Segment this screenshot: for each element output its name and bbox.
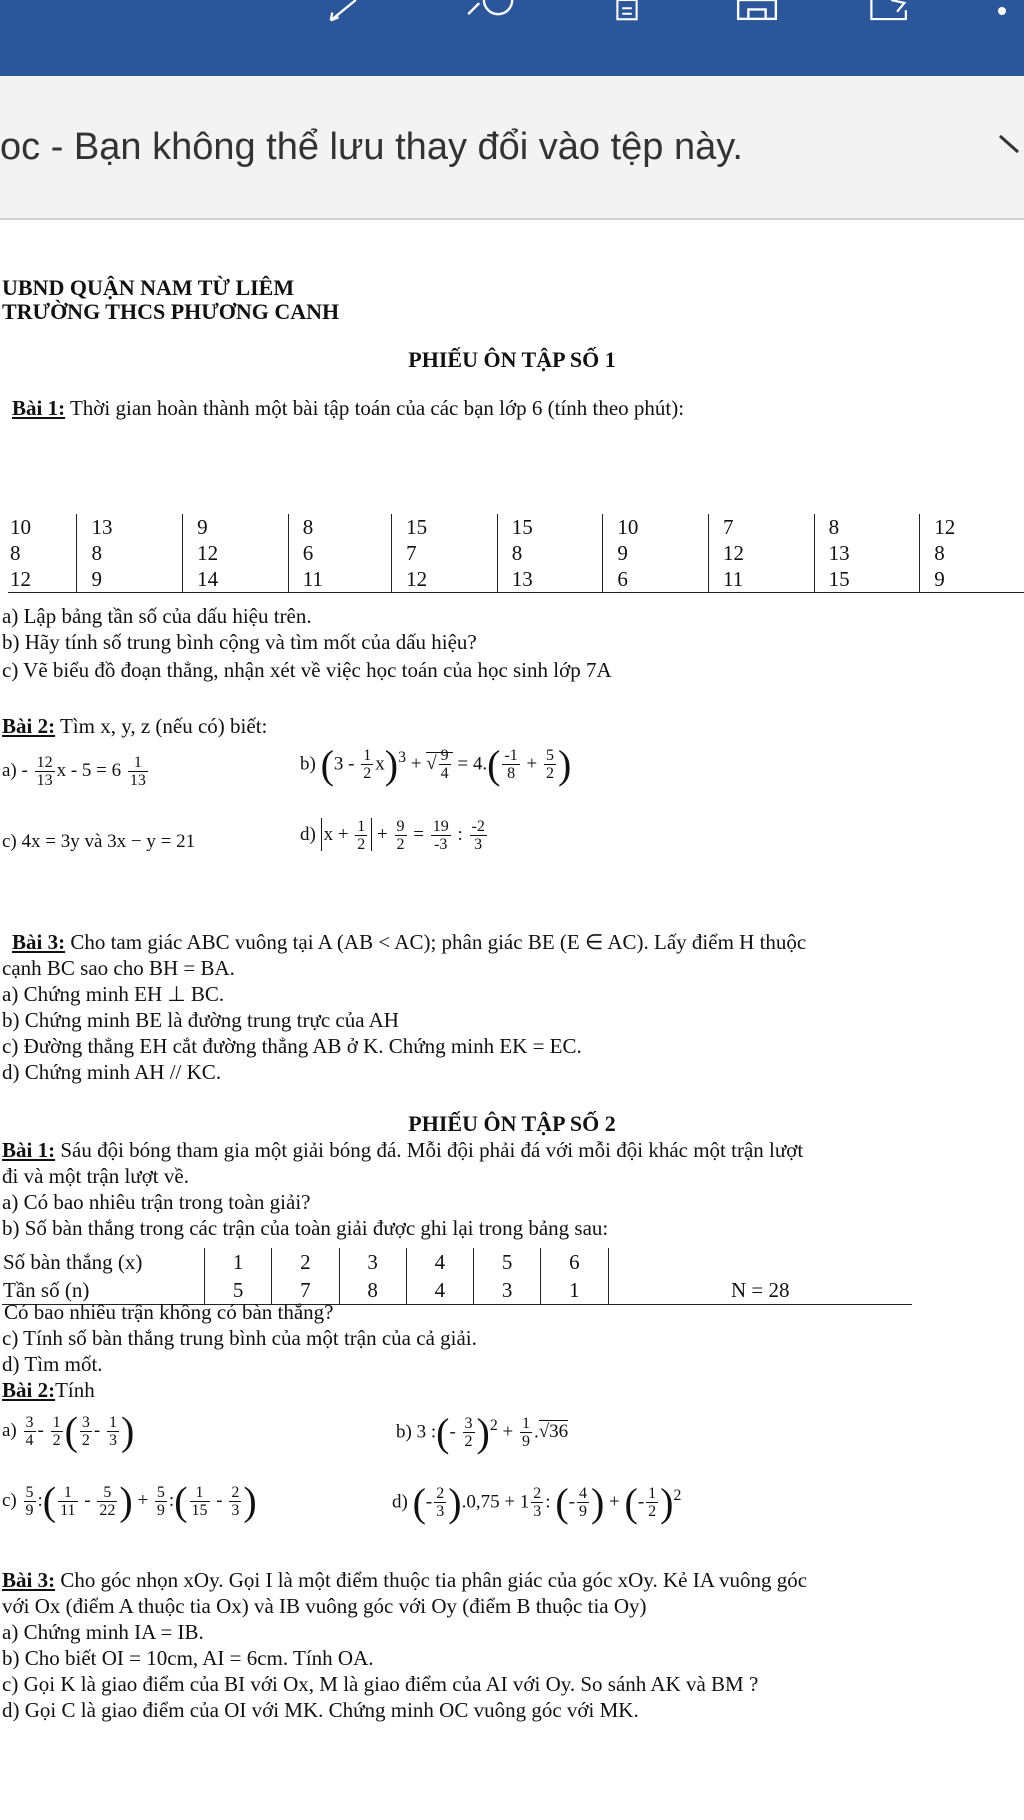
table-cell: 6 (541, 1248, 608, 1276)
table-cell: 1 (541, 1276, 608, 1305)
sheet1-title: PHIẾU ÔN TẬP SỐ 1 (408, 347, 616, 372)
table-cell: 8 (920, 540, 1024, 566)
more-icon[interactable] (990, 2, 1020, 24)
s1-bai3-line1: Bài 3: Cho tam giác ABC vuông tại A (AB < AC); phân giác BE (E ∈ AC). Lấy điểm H thuộc (12, 930, 807, 954)
s1-bai1-intro: Bài 1: Thời gian hoàn thành một bài tập toán của các bạn lớp 6 (tính theo phút): (12, 396, 685, 420)
table-cell: 12 (183, 540, 289, 566)
table-cell: 14 (183, 566, 289, 593)
table-row (8, 540, 1024, 566)
notice-message: oc - Bạn không thể lưu thay đổi vào tệp này. (0, 126, 743, 168)
table-cell: 10 (10, 514, 31, 539)
table-cell: 11 (708, 566, 814, 593)
search-icon[interactable] (456, 0, 526, 22)
s1-bai3-c: c) Đường thẳng EH cắt đường thẳng AB ở K. Chứng minh EK = EC. (2, 1034, 582, 1058)
table-cell: 9 (920, 566, 1024, 593)
table-row (8, 566, 1024, 593)
table-cell: 9 (603, 540, 709, 566)
table-cell: 12 (920, 514, 1024, 540)
s2-bai1-c: c) Tính số bàn thắng trung bình của một trận của cả giải. (2, 1326, 477, 1350)
s1-bai2-b: b) (3 - $\frac{1}{2}$ x)$^3$ + √ $\frac{9}{4}$ = 4.( $\frac{-1}{8}$ + $\frac{5}{2}$ ) (300, 741, 572, 787)
s1-bai2-intro: Bài 2: Tìm x, y, z (nếu có) biết: (2, 714, 268, 738)
s2-bai1-q: Có bao nhiêu trận không có bàn thắng? (4, 1300, 334, 1324)
s2-bai3-c: c) Gọi K là giao điểm của BI với Ox, M là giao điểm của AI với Oy. So sánh AK và BM ? (2, 1672, 759, 1696)
table-cell: 5 (205, 1276, 272, 1305)
table-cell: 7 (708, 514, 814, 540)
table-cell: 11 (288, 566, 391, 593)
table-cell: 15 (497, 514, 603, 540)
s2-bai3-a: a) Chứng minh IA = IB. (2, 1620, 204, 1644)
s2-bai1-table (2, 1248, 912, 1305)
s2-bai2-c: c) $\frac{5}{9}$ :( $\frac{1}{11}$ - $\frac{5}{22}$ ) + $\frac{5}{9}$ :( $\frac{1}{15}$ - $\frac{2}{3}$ ) (2, 1478, 257, 1524)
s1-bai2-c: c) 4x = 3y và 3x − y = 21 (2, 831, 196, 852)
table-cell: 7 (392, 540, 498, 566)
s1-bai1-a: a) Lập bảng tần số của dấu hiệu trên. (2, 604, 312, 628)
s1-bai1-table (8, 514, 1024, 593)
read-only-notice (0, 76, 1024, 220)
org-name: UBND QUẬN NAM TỪ LIÊM (2, 275, 295, 300)
s2-bai1-line1: Bài 1: Sáu đội bóng tham gia một giải bóng đá. Mỗi đội phải đá với mỗi đội khác một trận lượt (2, 1138, 804, 1162)
s1-bai3-d: d) Chứng minh AH // KC. (2, 1060, 222, 1084)
table-cell: 13 (814, 540, 920, 566)
s1-bai2-a: a) - $\frac{12}{13}$ x - 5 = 6 $\frac{1}{13}$ (2, 754, 146, 789)
school-name: TRƯỜNG THCS PHƯƠNG CANH (2, 299, 340, 324)
table-cell: 8 (77, 540, 183, 566)
table-cell (608, 1248, 912, 1276)
table-cell: 9 (77, 566, 183, 593)
sheet2-title: PHIẾU ÔN TẬP SỐ 2 (408, 1111, 616, 1136)
pen-icon[interactable] (318, 0, 378, 22)
s1-bai1-b: b) Hãy tính số trung bình cộng và tìm mốt của dấu hiệu? (2, 630, 477, 654)
s2-bai3-line2: với Ox (điểm A thuộc tia Ox) và IB vuông góc với Oy (điểm B thuộc tia Oy) (2, 1594, 647, 1618)
table-cell: 15 (392, 514, 498, 540)
s1-bai3-b: b) Chứng minh BE là đường trung trực của AH (2, 1008, 399, 1032)
s2-bai3-d: d) Gọi C là giao điểm của OI với MK. Chứng minh OC vuông góc với MK. (2, 1698, 639, 1722)
s1-bai3-a: a) Chứng minh EH ⊥ BC. (2, 982, 225, 1006)
table-cell: 8 (497, 540, 603, 566)
s2-bai1-b: b) Số bàn thắng trong các trận của toàn giải được ghi lại trong bảng sau: (2, 1216, 609, 1240)
table-cell: 3 (474, 1276, 541, 1305)
table-cell: 12 (10, 566, 31, 591)
table-cell: 1 (205, 1248, 272, 1276)
reading-icon[interactable] (610, 0, 644, 22)
s2-bai1-d: d) Tìm mốt. (2, 1352, 103, 1376)
table-cell: 6 (288, 540, 391, 566)
table-cell: 9 (183, 514, 289, 540)
table-cell: 7 (272, 1276, 339, 1305)
table-cell: N = 28 (608, 1276, 912, 1305)
table-cell: 8 (814, 514, 920, 540)
s2-bai3-b: b) Cho biết OI = 10cm, AI = 6cm. Tính OA. (2, 1646, 374, 1670)
table-cell: 12 (708, 540, 814, 566)
s2-bai2-b: b) 3 :(- $\frac{3}{2}$ )$^2$ + $\frac{1}{9}$ .√36 (396, 1409, 569, 1455)
s2-bai1-a: a) Có bao nhiêu trận trong toàn giải? (2, 1190, 311, 1214)
share-icon[interactable] (862, 0, 916, 22)
table-row-header: Số bàn thắng (x) (3, 1249, 143, 1274)
table-cell: 13 (77, 514, 183, 540)
table-cell: 12 (392, 566, 498, 593)
table-row (8, 514, 1024, 540)
s2-bai2-intro: Bài 2:Tính (2, 1378, 95, 1402)
chevron-down-icon[interactable] (998, 134, 1024, 154)
table-cell: 5 (474, 1248, 541, 1276)
table-cell: 4 (406, 1276, 473, 1305)
table-cell: 6 (603, 566, 709, 593)
table-cell: 4 (406, 1248, 473, 1276)
s2-bai2-a: a) $\frac{3}{4}$ - $\frac{1}{2}$ ( $\frac{3}{2}$ - $\frac{1}{3}$ ) (2, 1408, 135, 1454)
table-cell: 13 (497, 566, 603, 593)
table-cell: 3 (339, 1248, 406, 1276)
layout-icon[interactable] (730, 0, 784, 22)
s1-bai2-d: d) x + $\frac{1}{2}$ + $\frac{9}{2}$ = $\frac{19}{-3}$ : $\frac{-2}{3}$ (300, 818, 485, 853)
table-row (2, 1248, 912, 1276)
app-toolbar (0, 0, 1024, 76)
table-cell: 8 (10, 540, 21, 565)
s1-bai1-c: c) Vẽ biểu đồ đoạn thẳng, nhận xét về việc học toán của học sinh lớp 7A (2, 658, 612, 682)
table-row-header: Tần số (n) (3, 1277, 90, 1302)
s1-bai3-line2: cạnh BC sao cho BH = BA. (2, 956, 235, 980)
table-cell: 15 (814, 566, 920, 593)
s2-bai3-line1: Bài 3: Cho góc nhọn xOy. Gọi I là một điểm thuộc tia phân giác của góc xOy. Kẻ IA vuông góc (2, 1568, 808, 1592)
table-cell: 2 (272, 1248, 339, 1276)
table-cell: 8 (288, 514, 391, 540)
table-cell: 10 (603, 514, 709, 540)
table-cell: 8 (339, 1276, 406, 1305)
s2-bai1-line2: đi và một trận lượt về. (2, 1164, 189, 1188)
s2-bai2-d: d) (- $\frac{2}{3}$ ).0,75 + 1 $\frac{2}{3}$ : (- $\frac{4}{9}$ ) + (- $\frac{1}{2}$ )$^2$ (392, 1479, 682, 1525)
